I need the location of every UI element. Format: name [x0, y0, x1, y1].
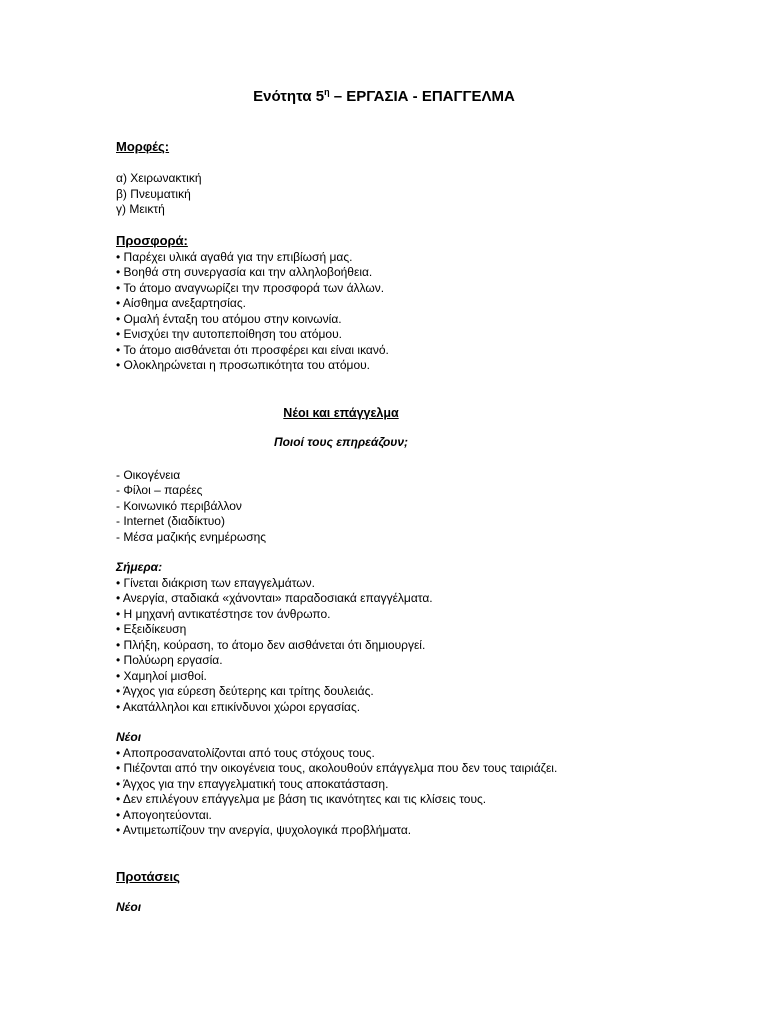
list-item: • Πλήξη, κούραση, το άτομο δεν αισθάνεται ότι δημιουργεί.: [116, 637, 426, 652]
list-item: β) Πνευματική: [116, 186, 191, 201]
list-item: • Ακατάλληλοι και επικίνδυνοι χώροι εργασίας.: [116, 699, 361, 714]
list-item: • Άγχος για εύρεση δεύτερης και τρίτης δουλειάς.: [116, 684, 374, 698]
list-item: - Internet (διαδίκτυο): [116, 514, 225, 528]
list-item: • Πιέζονται από την οικογένεια τους, ακολουθούν επάγγελμα που δεν τους ταιριάζει.: [116, 761, 558, 775]
neoi-heading: Νέοι: [116, 730, 142, 744]
morfes-heading: Μορφές:: [116, 139, 170, 154]
list-item: • Άγχος για την επαγγελματική τους αποκατάσταση.: [116, 776, 389, 791]
neoi-epaggelma-heading: Νέοι και επάγγελμα: [283, 405, 399, 420]
list-item: • Παρέχει υλικά αγαθά για την επιβίωσή μας.: [116, 249, 353, 264]
list-item: α) Χειρωνακτική: [116, 171, 202, 185]
protaseis-neoi-subheading: Νέοι: [116, 899, 142, 914]
list-item: - Οικογένεια: [116, 467, 181, 482]
morfes-list: [116, 171, 716, 218]
list-item: • Ενισχύει την αυτοπεποίθηση του ατόμου.: [116, 327, 342, 341]
simera-list: [116, 576, 716, 716]
list-item: • Αίσθημα ανεξαρτησίας.: [116, 296, 246, 310]
title-text: Ενότητα 5: [253, 88, 325, 105]
neoi-list: [116, 746, 716, 839]
list-item: • Η μηχανή αντικατέστησε τον άνθρωπο.: [116, 606, 331, 621]
list-item: • Πολύωρη εργασία.: [116, 653, 223, 667]
title-suffix: – ΕΡΓΑΣΙΑ - ΕΠΑΓΓΕΛΜΑ: [329, 88, 515, 105]
influences-subheading: Ποιοί τους επηρεάζουν;: [273, 434, 409, 449]
protaseis-heading: Προτάσεις: [116, 868, 180, 884]
list-item: • Εξειδίκευση: [116, 622, 187, 636]
document-body: [116, 138, 716, 915]
list-item: • Χαμηλοί μισθοί.: [116, 668, 207, 683]
list-item: • Ολοκληρώνεται η προσωπικότητα του ατόμου.: [116, 358, 371, 372]
title-superscript: η: [324, 87, 330, 97]
list-item: • Αποπροσανατολίζονται από τους στόχους τους.: [116, 745, 375, 760]
simera-heading: Σήμερα:: [116, 560, 163, 574]
list-item: • Το άτομο αισθάνεται ότι προσφέρει και είναι ικανό.: [116, 342, 389, 357]
list-item: • Γίνεται διάκριση των επαγγελμάτων.: [116, 575, 316, 590]
list-item: • Ανεργία, σταδιακά «χάνονται» παραδοσιακά επαγγέλματα.: [116, 591, 433, 605]
list-item: γ) Μεικτή: [116, 202, 165, 216]
prosfora-heading: Προσφορά:: [116, 232, 188, 248]
prosfora-list: [116, 250, 716, 374]
list-item: • Το άτομο αναγνωρίζει την προσφορά των άλλων.: [116, 280, 385, 295]
list-item: • Αντιμετωπίζουν την ανεργία, ψυχολογικά προβλήματα.: [116, 823, 412, 837]
list-item: - Κοινωνικό περιβάλλον: [116, 498, 242, 513]
list-item: • Απογοητεύονται.: [116, 807, 212, 822]
list-item: • Ομαλή ένταξη του ατόμου στην κοινωνία.: [116, 311, 342, 326]
list-item: - Μέσα μαζικής ενημέρωσης: [116, 529, 267, 544]
list-item: - Φίλοι – παρέες: [116, 483, 203, 497]
page-title: [0, 87, 768, 107]
list-item: • Δεν επιλέγουν επάγγελμα με βάση τις ικανότητες και τις κλίσεις τους.: [116, 792, 487, 806]
influences-list: [116, 468, 716, 546]
list-item: • Βοηθά στη συνεργασία και την αλληλοβοήθεια.: [116, 265, 373, 279]
